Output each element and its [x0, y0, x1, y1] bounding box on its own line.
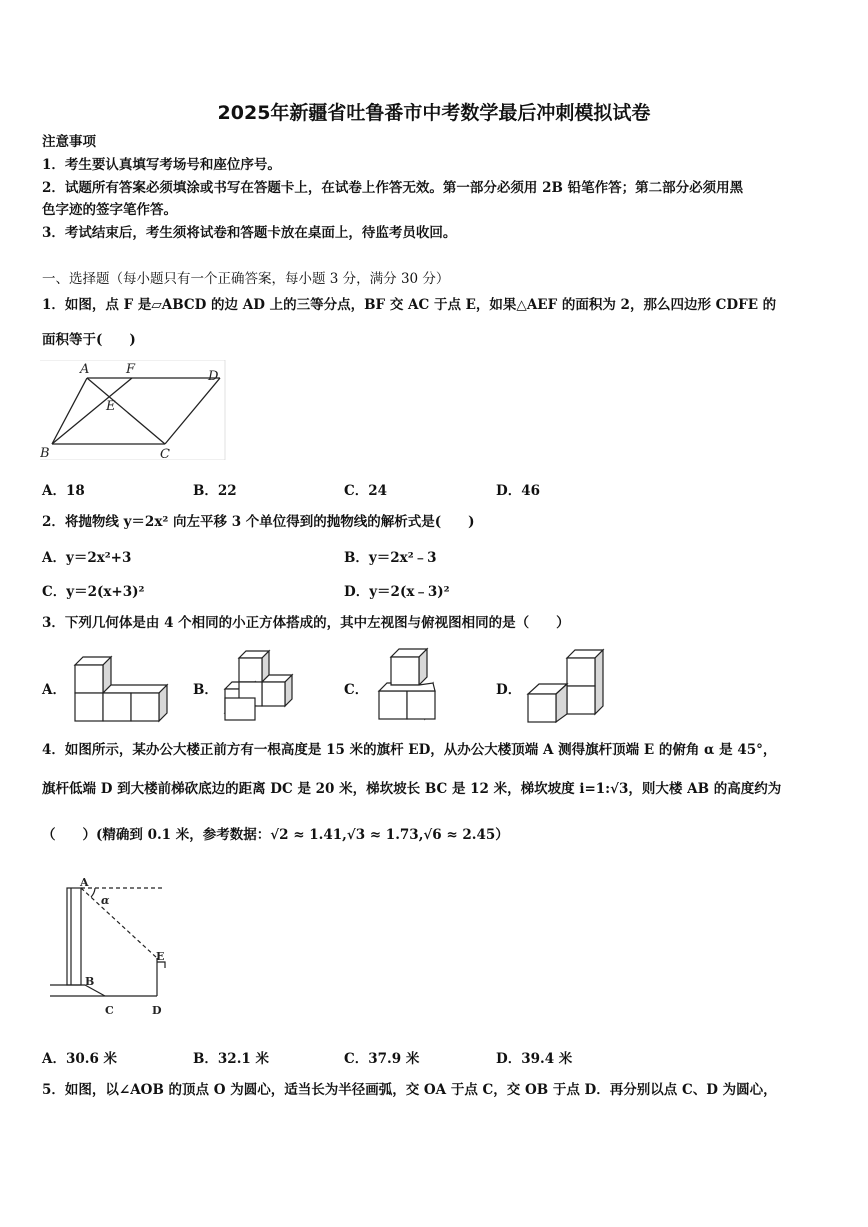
q1-option-c: C．24	[344, 483, 388, 499]
notice-item-3: 3．考试结束后，考生须将试卷和答题卡放在桌面上，待监考员收回。	[42, 225, 457, 241]
q4-option-a: A．30.6 米	[42, 1051, 118, 1067]
q2-stem: 2．将抛物线 y＝2x² 向左平移 3 个单位得到的抛物线的解析式是( )	[42, 514, 475, 530]
q3-stem: 3．下列几何体是由 4 个相同的小正方体搭成的，其中左视图与俯视图相同的是（ ）	[42, 615, 570, 631]
cube-front	[75, 665, 103, 693]
label-b: B	[40, 446, 50, 460]
cube-front	[391, 657, 419, 685]
q2-option-d: D．y＝2(x﹣3)²	[344, 584, 450, 600]
cube-side	[595, 650, 603, 714]
cube-front	[239, 658, 262, 682]
q4-stem-line3: （ ）(精确到 0.1 米，参考数据：√2 ≈ 1.41,√3 ≈ 1.73,√6 ≈ 2.45）	[42, 827, 509, 843]
cube-front	[379, 691, 407, 719]
cube-front	[407, 691, 435, 719]
label-b: B	[85, 975, 95, 988]
angle-arc	[91, 888, 95, 897]
edge-dc	[165, 378, 220, 444]
cube-front	[131, 693, 159, 721]
depression-sightline	[81, 888, 157, 958]
q1-option-a: A．18	[42, 483, 85, 499]
label-a: A	[80, 876, 89, 889]
cube-front	[262, 682, 285, 706]
label-c: C	[160, 447, 170, 460]
q3-option-a-cubes	[70, 655, 185, 727]
q1-option-d: D．46	[496, 483, 540, 499]
q4-option-b: B．32.1 米	[193, 1051, 269, 1067]
segment-bf	[52, 378, 132, 444]
label-d: D	[152, 1004, 162, 1017]
q4-option-d: D．39.4 米	[496, 1051, 573, 1067]
cube-front	[75, 693, 103, 721]
label-d: D	[208, 369, 219, 384]
q4-option-c: C．37.9 米	[344, 1051, 420, 1067]
cube-front	[567, 686, 595, 714]
q3-option-c-cubes	[373, 645, 443, 727]
q4-stem-line2: 旗杆低端 D 到大楼前梯砍底边的距离 DC 是 20 米，梯坎坡长 BC 是 12 米，梯坎坡度 i=1:√3，则大楼 AB 的高度约为	[42, 781, 782, 797]
label-e: E	[156, 950, 165, 963]
q2-option-c: C．y＝2(x+3)²	[42, 584, 145, 600]
q1-stem-line1: 1．如图，点 F 是▱ABCD 的边 AD 上的三等分点，BF 交 AC 于点 E，如果△AEF 的面积为 2，那么四边形 CDFE 的	[42, 297, 777, 313]
q3-option-c-label: C．	[344, 682, 369, 698]
notice-item-1: 1．考生要认真填写考场号和座位序号。	[42, 157, 281, 173]
notice-heading: 注意事项	[42, 134, 96, 150]
q2-option-b: B．y＝2x²﹣3	[344, 550, 437, 566]
notice-item-2-cont: 色字迹的签字笔作答。	[42, 202, 177, 218]
cube-front	[225, 698, 255, 720]
q2-option-a: A．y＝2x²+3	[42, 550, 132, 566]
notice-item-2: 2．试题所有答案必须填涂或书写在答题卡上，在试卷上作答无效。第一部分必须用 2B 铅笔作答；第二部分必须用黑	[42, 180, 744, 196]
cube-top	[103, 685, 167, 693]
q3-option-b-label: B．	[193, 682, 218, 698]
q1-option-b: B．22	[193, 483, 237, 499]
cube-front	[567, 658, 595, 686]
section-heading: 一、选择题（每小题只有一个正确答案，每小题 3 分，满分 30 分）	[42, 271, 450, 287]
q3-option-d-cubes	[522, 644, 622, 728]
q3-option-d-label: D．	[496, 682, 522, 698]
label-a: A	[80, 362, 90, 377]
label-f: F	[126, 362, 136, 377]
diagonal-ac	[87, 378, 165, 444]
cube-front	[103, 693, 131, 721]
q1-stem-line2: 面积等于( )	[42, 332, 136, 348]
q4-stem-line1: 4．如图所示，某办公大楼正前方有一根高度是 15 米的旗杆 ED，从办公大楼顶端 A 测得旗杆顶端 E 的俯角 α 是 45°，	[42, 742, 777, 758]
q5-stem-line1: 5．如图，以∠AOB 的顶点 O 为圆心，适当长为半径画弧，交 OA 于点 C，交 OB 于点 D．再分别以点 C、D 为圆心，	[42, 1082, 777, 1098]
q4-building-figure	[45, 872, 175, 1022]
edge-ab	[52, 378, 87, 444]
label-c: C	[105, 1004, 114, 1017]
label-alpha: α	[101, 894, 110, 907]
q1-parallelogram-figure	[40, 360, 230, 460]
q3-option-b-cubes	[220, 648, 310, 728]
page-title: 2025年新疆省吐鲁番市中考数学最后冲刺模拟试卷	[217, 102, 651, 124]
cube-front	[528, 694, 556, 722]
building	[67, 888, 81, 985]
label-e: E	[106, 399, 116, 414]
q3-option-a-label: A．	[42, 682, 66, 698]
